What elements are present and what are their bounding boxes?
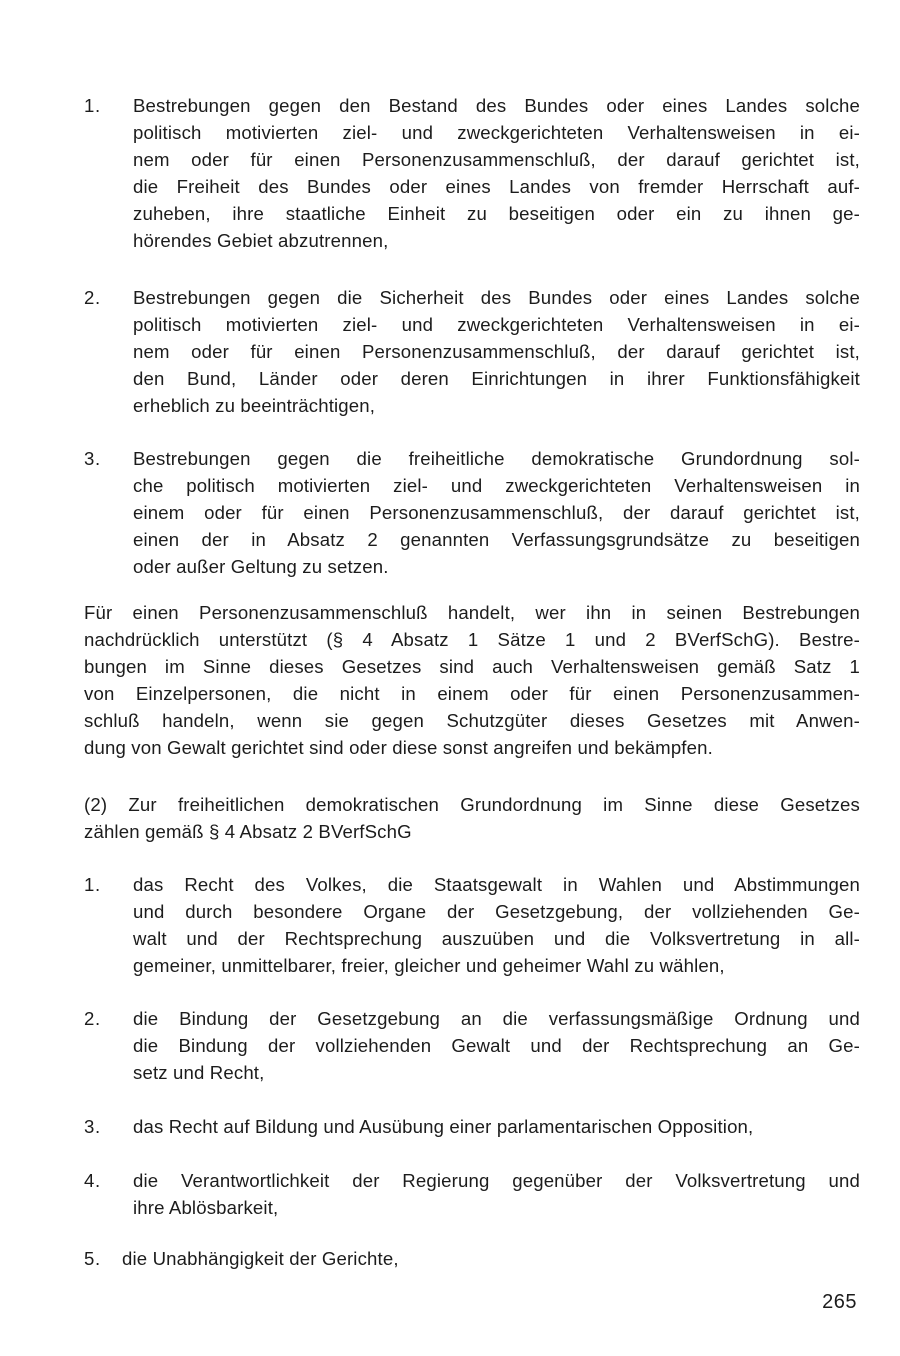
list-b-item-4-line-2: ihre Ablösbarkeit,	[133, 1197, 279, 1218]
list-b-item-2-number: 2.	[84, 1008, 101, 1029]
list-a-item-3-line-3: einem oder für einen Personenzusammenschluß, der darauf gerichtet ist,	[133, 502, 860, 523]
list-a-item-2-line-2: politisch motivierten ziel- und zweckgerichteten Verhaltensweisen in ei-	[133, 314, 860, 335]
list-a-item-2-number: 2.	[84, 287, 101, 308]
list-a-item-1-line-6: hörendes Gebiet abzutrennen,	[133, 230, 389, 251]
list-a-item-1-line-3: nem oder für einen Personenzusammenschluß, der darauf gerichtet ist,	[133, 149, 860, 170]
list-b-item-1-line-2: und durch besondere Organe der Gesetzgebung, der vollziehenden Ge-	[133, 901, 860, 922]
paragraph-2-line-1: (2) Zur freiheitlichen demokratischen Grundordnung im Sinne diese Gesetzes	[84, 794, 860, 815]
list-a-item-2-line-5: erheblich zu beeinträchtigen,	[133, 395, 376, 416]
list-b-item-3-line-1: das Recht auf Bildung und Ausübung einer parlamentarischen Opposition,	[133, 1116, 754, 1137]
list-b-item-5-line-1: die Unabhängigkeit der Gerichte,	[122, 1248, 399, 1269]
list-b-item-2-line-3: setz und Recht,	[133, 1062, 265, 1083]
list-b-item-2-line-1: die Bindung der Gesetzgebung an die verfassungsmäßige Ordnung und	[133, 1008, 860, 1029]
list-a-item-1-line-1: Bestrebungen gegen den Bestand des Bundes oder eines Landes solche	[133, 95, 860, 116]
list-b-item-1-line-3: walt und der Rechtsprechung auszuüben und die Volksvertretung in all-	[133, 928, 860, 949]
paragraph-1-line-3: bungen im Sinne dieses Gesetzes sind auch Verhaltensweisen gemäß Satz 1	[84, 656, 860, 677]
list-b-item-3-number: 3.	[84, 1116, 101, 1137]
list-b-item-2-line-2: die Bindung der vollziehenden Gewalt und der Rechtsprechung an Ge-	[133, 1035, 860, 1056]
list-b-item-4-line-1: die Verantwortlichkeit der Regierung gegenüber der Volksvertretung und	[133, 1170, 860, 1191]
list-a-item-3-line-4: einen der in Absatz 2 genannten Verfassungsgrundsätze zu beseitigen	[133, 529, 860, 550]
list-a-item-1-number: 1.	[84, 95, 101, 116]
paragraph-1-line-1: Für einen Personenzusammenschluß handelt, wer ihn in seinen Bestrebungen	[84, 602, 860, 623]
page-number: 265	[822, 1291, 857, 1313]
paragraph-1-line-2: nachdrücklich unterstützt (§ 4 Absatz 1 Sätze 1 und 2 BVerfSchG). Bestre-	[84, 629, 860, 650]
list-a-item-2-line-4: den Bund, Länder oder deren Einrichtungen in ihrer Funktionsfähigkeit	[133, 368, 860, 389]
paragraph-1-line-4: von Einzelpersonen, die nicht in einem oder für einen Personenzusammen-	[84, 683, 860, 704]
list-b-item-1-line-4: gemeiner, unmittelbarer, freier, gleicher und geheimer Wahl zu wählen,	[133, 955, 725, 976]
list-b-item-1-number: 1.	[84, 874, 101, 895]
paragraph-2-line-2: zählen gemäß § 4 Absatz 2 BVerfSchG	[84, 821, 412, 842]
list-b-item-4-number: 4.	[84, 1170, 101, 1191]
list-a-item-1-line-4: die Freiheit des Bundes oder eines Landes von fremder Herrschaft auf-	[133, 176, 860, 197]
list-a-item-1-line-5: zuheben, ihre staatliche Einheit zu beseitigen oder ein zu ihnen ge-	[133, 203, 860, 224]
list-b-item-5-number: 5.	[84, 1248, 101, 1269]
list-a-item-3-line-2: che politisch motivierten ziel- und zweckgerichteten Verhaltensweisen in	[133, 475, 860, 496]
list-a-item-3-line-1: Bestrebungen gegen die freiheitliche demokratische Grundordnung sol-	[133, 448, 860, 469]
list-a-item-3-number: 3.	[84, 448, 101, 469]
list-a-item-3-line-5: oder außer Geltung zu setzen.	[133, 556, 389, 577]
list-b-item-1-line-1: das Recht des Volkes, die Staatsgewalt in Wahlen und Abstimmungen	[133, 874, 860, 895]
list-a-item-2-line-1: Bestrebungen gegen die Sicherheit des Bundes oder eines Landes solche	[133, 287, 860, 308]
list-a-item-2-line-3: nem oder für einen Personenzusammenschluß, der darauf gerichtet ist,	[133, 341, 860, 362]
paragraph-1-line-5: schluß handeln, wenn sie gegen Schutzgüter dieses Gesetzes mit Anwen-	[84, 710, 860, 731]
paragraph-1-line-6: dung von Gewalt gerichtet sind oder diese sonst angreifen und bekämpfen.	[84, 737, 713, 758]
list-a-item-1-line-2: politisch motivierten ziel- und zweckgerichteten Verhaltensweisen in ei-	[133, 122, 860, 143]
